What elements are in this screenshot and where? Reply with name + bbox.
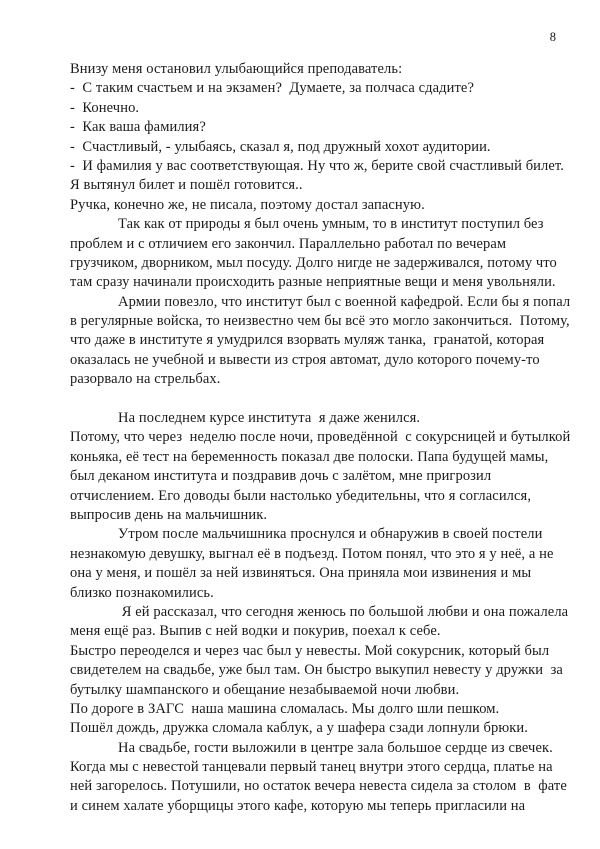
text-line: Я вытянул билет и пошёл готовится..: [70, 177, 303, 194]
text-line: что даже в институте я умудрился взорвать муляж танка, гранатой, которая: [70, 332, 545, 349]
text-line: - Как ваша фамилия?: [70, 119, 206, 136]
page-number: 8: [549, 30, 556, 44]
text-line: - С таким счастьем и на экзамен? Думаете, за полчаса сдадите?: [70, 80, 474, 97]
text-line: Так как от природы я был очень умным, то в институт поступил без: [118, 216, 544, 233]
text-line: Потому, что через неделю после ночи, проведённой с сокурсницей и бутылкой: [70, 429, 571, 446]
text-line: незнакомую девушку, выгнал её в подъезд. Потом понял, что это я у неё, а не: [70, 545, 554, 562]
text-line: оказалась не учебной и вывести из строя автомат, дуло которого почему-то: [70, 351, 540, 368]
text-line: Я ей рассказал, что сегодня женюсь по большой любви и она пожалела: [118, 603, 569, 620]
text-line: Армии повезло, что институт был с военной кафедрой. Если бы я попал: [118, 293, 571, 310]
text-line: Утром после мальчишника проснулся и обнаружив в своей постели: [118, 526, 543, 543]
text-line: ней загорелось. Потушили, но остаток вечера невеста сидела за столом в фате: [70, 778, 567, 795]
text-line: На свадьбе, гости выложили в центре зала большое сердце из свечек.: [118, 739, 553, 756]
text-line: На последнем курсе института я даже женился.: [118, 410, 421, 427]
text-line: разорвало на стрельбах.: [70, 371, 221, 388]
text-line: проблем и с отличием его закончил. Параллельно работал по вечерам: [70, 235, 507, 252]
text-line: Когда мы с невестой танцевали первый танец внутри этого сердца, платье на: [70, 759, 553, 776]
text-line: грузчиком, дворником, мыл посуду. Долго нигде не задерживался, потому что: [70, 254, 557, 271]
text-line: отчислением. Его доводы были настолько убедительны, что я согласился,: [70, 487, 532, 504]
text-line: близко познакомились.: [70, 584, 214, 601]
blank-line: [70, 390, 564, 409]
text-line: бутылку шампанского и обещание незабываемой ночи любви.: [70, 681, 460, 698]
text-line: - И фамилия у вас соответствующая. Ну что ж, берите свой счастливый билет.: [70, 157, 564, 174]
text-line: был деканом института и поздравив дочь с залётом, мне пригрозил: [70, 468, 492, 485]
text-line: свидетелем на свадьбе, уже был там. Он быстро выкупил невесту у дружки за: [70, 662, 563, 679]
text-line: Пошёл дождь, дружка сломала каблук, а у шафера сзади лопнули брюки.: [70, 720, 528, 737]
document-lines: [70, 60, 571, 816]
text-line: - Счастливый, - улыбаясь, сказал я, под дружный хохот аудитории.: [70, 138, 491, 155]
text-line: и синем халате уборщицы этого кафе, которую мы теперь пригласили на: [70, 797, 526, 814]
text-line: в регулярные войска, то неизвестно чем бы всё это могло закончиться. Потому,: [70, 313, 570, 330]
text-line: коньяка, её тест на беременность показал две полоски. Папа будущей мамы,: [70, 448, 549, 465]
text-line: Внизу меня остановил улыбающийся преподаватель:: [70, 61, 403, 77]
text-line: выпросив день на мальчишник.: [70, 506, 268, 523]
text-line: меня ещё раз. Выпив с ней водки и покурив, поехал к себе.: [70, 623, 441, 640]
text-line: - Конечно.: [70, 99, 140, 116]
text-line: Ручка, конечно же, не писала, поэтому достал запасную.: [70, 196, 425, 213]
text-line: Быстро переоделся и через час был у невесты. Мой сокурсник, который был: [70, 642, 550, 659]
text-line: По дороге в ЗАГС наша машина сломалась. Мы долго шли пешком.: [70, 700, 500, 717]
text-line: там сразу начинали происходить разные неприятные вещи и меня увольняли.: [70, 274, 556, 291]
text-line: она у меня, и пошёл за ней извиняться. Она приняла мои извинения и мы: [70, 565, 532, 582]
